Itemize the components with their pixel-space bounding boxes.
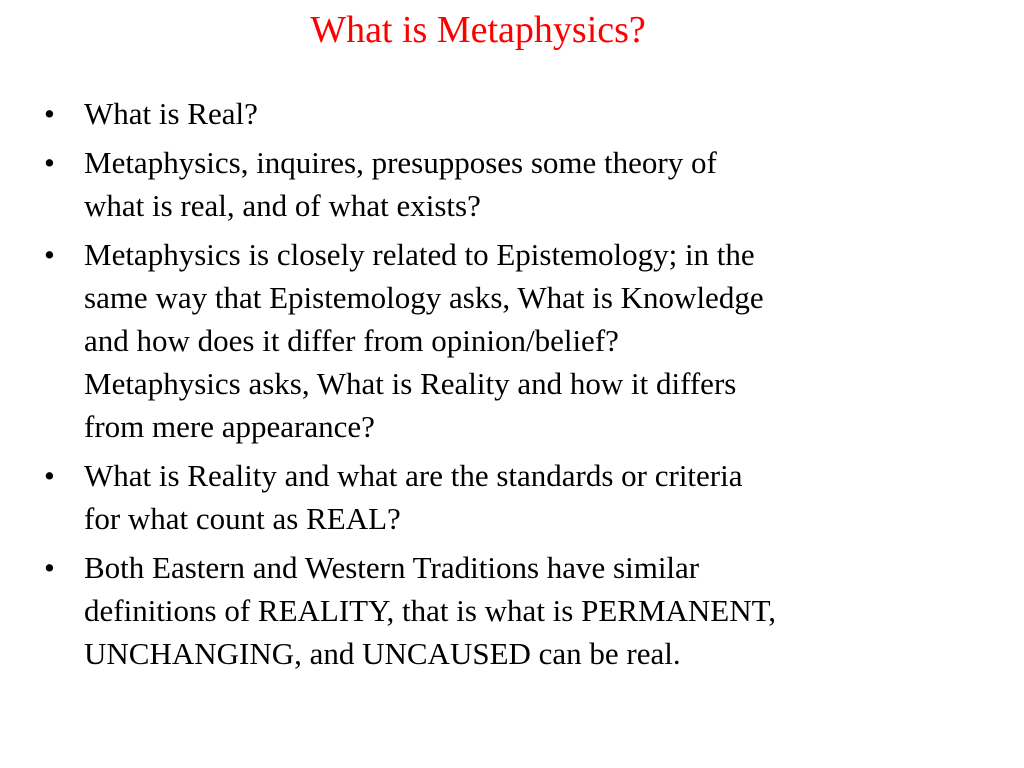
bullet-item-3 bbox=[42, 233, 992, 448]
slide-title: What is Metaphysics? bbox=[310, 9, 646, 51]
bullet-line: Metaphysics asks, What is Reality and how it differs bbox=[84, 366, 737, 401]
bullet-marker: • bbox=[44, 550, 55, 585]
bullet-line: same way that Epistemology asks, What is Knowledge bbox=[84, 280, 764, 315]
bullet-line: from mere appearance? bbox=[84, 409, 375, 444]
bullet-item-5 bbox=[42, 546, 992, 675]
bullet-line: UNCHANGING, and UNCAUSED can be real. bbox=[84, 636, 681, 671]
bullet-marker: • bbox=[44, 145, 55, 180]
bullet-text bbox=[84, 141, 992, 227]
bullet-text bbox=[84, 546, 992, 675]
bullet-line: definitions of REALITY, that is what is PERMANENT, bbox=[84, 593, 777, 628]
bullet-line: Both Eastern and Western Traditions have similar bbox=[84, 550, 700, 585]
bullet-item-4 bbox=[42, 454, 992, 540]
bullet-item-2 bbox=[42, 141, 992, 227]
bullet-marker: • bbox=[44, 96, 55, 131]
bullet-line: and how does it differ from opinion/belief? bbox=[84, 323, 619, 358]
bullet-text bbox=[84, 233, 992, 448]
bullet-marker: • bbox=[44, 237, 55, 272]
bullet-line: What is Reality and what are the standards or criteria bbox=[84, 458, 743, 493]
bullet-line: What is Real? bbox=[84, 96, 258, 131]
bullet-marker: • bbox=[44, 458, 55, 493]
bullet-line: for what count as REAL? bbox=[84, 501, 401, 536]
bullet-line: what is real, and of what exists? bbox=[84, 188, 481, 223]
bullet-line: Metaphysics, inquires, presupposes some theory of bbox=[84, 145, 717, 180]
bullet-item-1 bbox=[42, 92, 992, 135]
bullet-text bbox=[84, 92, 992, 135]
bullet-line: Metaphysics is closely related to Epistemology; in the bbox=[84, 237, 755, 272]
bullet-list bbox=[42, 92, 992, 681]
bullet-text bbox=[84, 454, 992, 540]
